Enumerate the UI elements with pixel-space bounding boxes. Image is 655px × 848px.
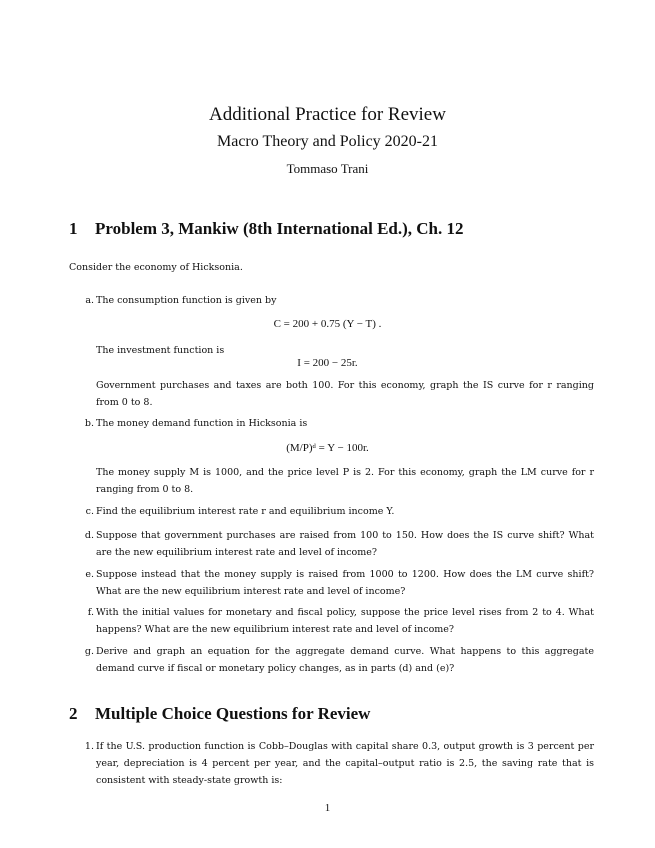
item-label: 1.	[84, 741, 94, 752]
section-1-title: Problem 3, Mankiw (8th International Ed.), Ch. 12	[95, 219, 464, 238]
item-text: Derive and graph an equation for the aggregate demand curve. What happens to this aggregate demand curve if fiscal or monetary policy changes, as in parts (d) and (e)?	[96, 646, 594, 674]
item-text: Suppose that government purchases are raised from 100 to 150. How does the IS curve shift? What are the new equilibrium interest rate and level of income?	[96, 530, 594, 558]
item-label: b.	[84, 418, 94, 429]
item-text: With the initial values for monetary and fiscal policy, suppose the price level rises from 2 to 4. What happens? What are the new equilibrium interest rate and level of income?	[96, 607, 594, 635]
item-b-closing: The money supply M is 1000, and the price level P is 2. For this economy, graph the LM curve for r ranging from 0 to 8.	[96, 467, 594, 495]
list-item-e	[80, 566, 594, 600]
item-label: e.	[85, 569, 94, 580]
equation-consumption: C = 200 + 0.75 (Y − T) .	[273, 318, 382, 330]
document-title: Additional Practice for Review	[209, 104, 446, 125]
section-1-intro: Consider the economy of Hicksonia.	[69, 262, 243, 273]
question-1	[80, 738, 594, 789]
section-2-number: 2	[69, 704, 78, 723]
item-a-closing: Government purchases and taxes are both 100. For this economy, graph the IS curve for r ranging from 0 to 8.	[96, 380, 594, 408]
item-text: Find the equilibrium interest rate r and equilibrium income Y.	[96, 506, 395, 517]
item-text: The money demand function in Hicksonia is	[96, 418, 308, 429]
item-a-followup: The investment function is	[96, 345, 225, 356]
list-item-c	[80, 503, 594, 520]
item-label: f.	[87, 607, 94, 618]
item-label: a.	[85, 295, 94, 306]
equation-money-demand: (M/P)ᵈ = Y − 100r.	[286, 442, 369, 454]
item-text: If the U.S. production function is Cobb–Douglas with capital share 0.3, output growth is 3 percent per year, depreciation is 4 percent per year, and the capital–output ratio is 2.5, the saving rate that is consistent with steady-state growth is:	[96, 741, 594, 786]
item-label: d.	[84, 530, 94, 541]
page-number: 1	[324, 802, 331, 814]
list-item-d	[80, 527, 594, 561]
item-text: Suppose instead that the money supply is raised from 1000 to 1200. How does the LM curve shift? What are the new equilibrium interest rate and level of income?	[96, 569, 594, 597]
list-item-a	[80, 292, 594, 309]
section-2-heading	[69, 704, 370, 724]
list-item-g	[80, 643, 594, 677]
section-1-heading	[69, 219, 464, 239]
list-item-f	[80, 604, 594, 638]
list-item-b	[80, 415, 594, 432]
section-2-title: Multiple Choice Questions for Review	[95, 704, 371, 723]
item-label: c.	[85, 506, 94, 517]
document-subtitle: Macro Theory and Policy 2020-21	[217, 133, 438, 150]
item-text: The consumption function is given by	[96, 295, 277, 306]
section-1-number: 1	[69, 219, 78, 238]
equation-investment: I = 200 − 25r.	[297, 357, 358, 369]
document-author: Tommaso Trani	[286, 161, 369, 176]
item-label: g.	[84, 646, 94, 657]
